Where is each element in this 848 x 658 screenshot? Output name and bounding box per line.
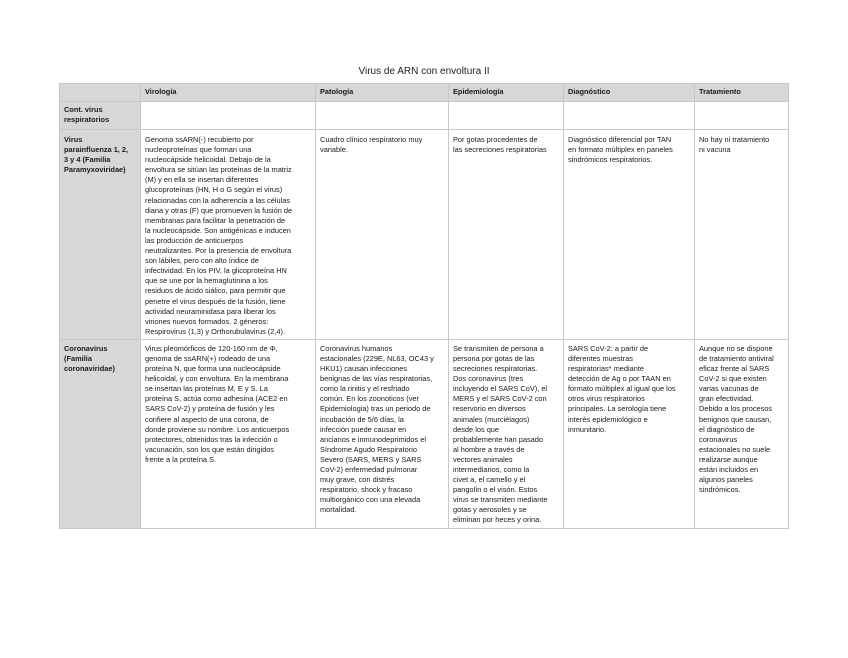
table-cell [141,102,316,130]
row-label: Virus parainfluenza 1, 2, 3 y 4 (Familia Paramyxoviridae) [60,130,141,340]
table-row-coronavirus [60,339,789,528]
patologia-cell: Coronavirus humanos estacionales (229E, NL63, OC43 y HKU1) causan infecciones benignas de las vías respiratorias, como la rinitis y el resfriado común. En los zoonoticos (ver Epidemiologia) tras un periodo de incubación de 5/6 días, la infección puede causar en ancianos e inmunodeprimidos el Síndrome Agudo Respiratorio Severo (SARS, MERS y SARS CoV-2) enfermedad pulmonar muy grave, con distrés respiratorio, shock y fracaso multiorgánico con una elevada mortalidad. [316,339,449,528]
patologia-cell: Cuadro clínico respiratorio muy variable. [316,130,449,340]
content-table [59,83,789,529]
table-cell [695,102,789,130]
table-cell [316,102,449,130]
table-row-section [60,102,789,130]
header-cell-blank [60,84,141,102]
tratamiento-cell: Aunque no se dispone de tratamiento antiviral eficaz frente al SARS CoV-2 si que existen varias vacunas de gran efectividad. Debido a los procesos benignos que causan, el diagnóstico de coronavirus estacionales no suele realizarse aunque están incluidos en algunos paneles sindrómicos. [695,339,789,528]
row-label: Coronavirus (Familia coronaviridae) [60,339,141,528]
page-title: Virus de ARN con envoltura II [358,66,490,77]
table-row-parainfluenza [60,130,789,340]
row-label: Cont. virus respiratorios [60,102,141,130]
header-row [60,84,789,102]
header-cell-virologia: Virología [141,84,316,102]
header-cell-tratamiento: Tratamiento [695,84,789,102]
epidemiologia-cell: Por gotas procedentes de las secreciones respiratorias [449,130,564,340]
diagnostico-cell: Diagnóstico diferencial por TAN en formato múltiplex en paneles sindrómicos respiratorios. [564,130,695,340]
table-cell [564,102,695,130]
table-cell [449,102,564,130]
tratamiento-cell: No hay ni tratamiento ni vacuna [695,130,789,340]
epidemiologia-cell: Se transmiten de persona a persona por gotas de las secreciones respiratorias. Dos coronavirus (tres incluyendo el SARS CoV), el MERS y el SARS CoV-2 con reservorio en diversos animales (murciélagos) desde los que probablemente han pasado al hombre a través de vectores animales intermediarios, como la civet a, el camello y el pangolín o el visón. Estos virus se transmiten mediante gotas y aerosoles y se eliminan por heces y orina. [449,339,564,528]
header-cell-diagnostico: Diagnóstico [564,84,695,102]
header-cell-patologia: Patología [316,84,449,102]
virologia-cell: Genoma ssARN(-) recubierto por nucleoproteínas que forman una nucleocápside helicoidal. Debajo de la envoltura se sitúan las proteínas de la matriz (M) y en ella se insertan diferentes glucoproteínas (HN, H o G según el virus) relacionadas con la adherencia a las células diana y otras (F) que promueven la fusión de membranas para facilitar la penetración de la nucleocápside. Son antigénicas e inducen las producción de anticuerpos neutralizantes. Por la presencia de envoltura son lábiles, pero con alto índice de infectividad. En los PIV, la glicoproteína HN que se une por la hemaglutinina a los residuos de ácido siálico, para permitir que penetre el virus después de la fusión, tiene actividad neuraminidasa para liberar los viriones nuevos formados. 2 géneros: Respirovirus (1,3) y Orthorubulavirus (2,4). [141,130,316,340]
diagnostico-cell: SARS CoV-2: a partir de diferentes muestras respiratorias* mediante detección de Ag o por TAAN en formato múltiplex al igual que los otros virus respiratorios principales. La serología tiene interés epidemiológico e inmunitario. [564,339,695,528]
header-cell-epidemiologia: Epidemiología [449,84,564,102]
virologia-cell: Virus pleomórficos de 120-160 nm de Φ, genoma de ssARN(+) rodeado de una proteína N, que forma una nucleocápside helicoidal, y con envoltura. En la membrana se insertan las proteínas M, E y S. La proteína S, actúa como adhesina (ACE2 en SARS CoV-2) y proteína de fusión y les confiere al aspecto de una corona, de donde proviene su nombre. Los anticuerpos protectores, obtenidos tras la infección o vacunación, son los que están dirigidos frente a la proteína S. [141,339,316,528]
